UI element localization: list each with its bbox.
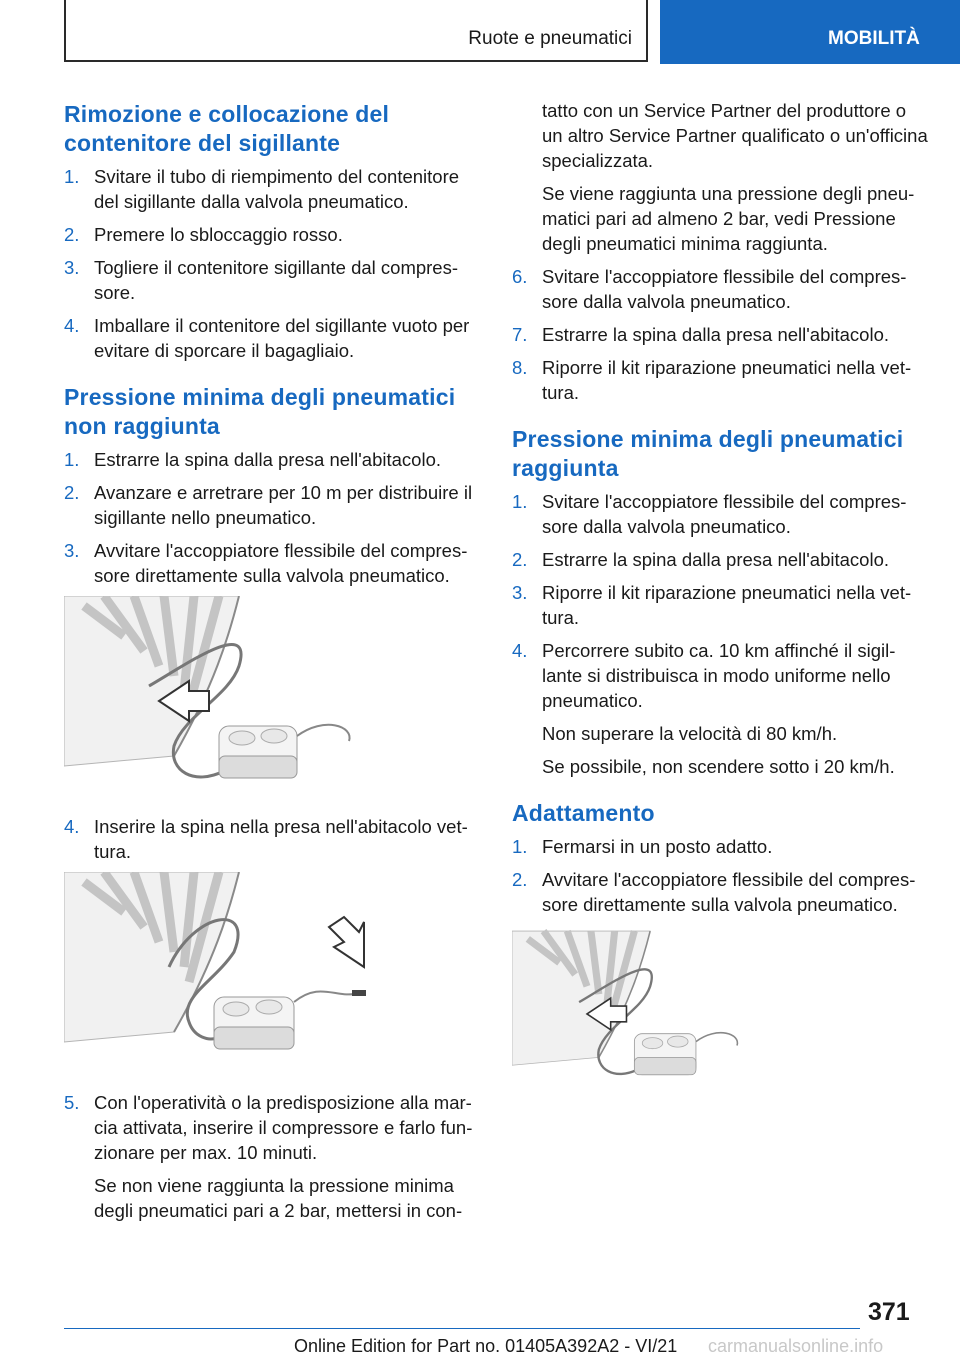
step-text: Imballare il contenitore del sigillante vuoto per evitare di sporcare il bagagliaio. [94, 315, 470, 361]
step-number: 4. [64, 816, 80, 837]
step-number: 8. [512, 357, 528, 378]
step-item [512, 264, 928, 314]
step-number: 3. [512, 582, 528, 603]
step-number: 1. [64, 166, 80, 187]
step-text: Estrarre la spina dalla presa nell'abitacolo. [94, 449, 442, 470]
step-number: 4. [64, 315, 80, 336]
header-chapter-tab: MOBILITÀ [660, 0, 960, 64]
step-number: 2. [512, 869, 528, 890]
step-item [64, 814, 480, 864]
step-list [64, 1090, 480, 1223]
section-title: Adattamento [512, 800, 655, 826]
step-item [64, 222, 480, 247]
step-note: Non superare la velocità di 80 km/h. [542, 723, 838, 744]
step-list [512, 264, 928, 405]
step-list [512, 489, 928, 779]
step-text: Svitare l'accoppiatore flessibile del compressore dalla valvola pneumatico. [542, 266, 907, 312]
step-number: 7. [512, 324, 528, 345]
right-column [512, 100, 928, 1115]
page-number: 371 [868, 1298, 910, 1326]
step-list [64, 814, 480, 864]
footer-divider [64, 1328, 860, 1329]
continued-text: tatto con un Service Partner del produttore o un altro Service Partner qualificato o un'officina specializzata. [542, 100, 928, 171]
step-item [512, 547, 928, 572]
step-number: 3. [64, 540, 80, 561]
step-item [64, 255, 480, 305]
step-number: 6. [512, 266, 528, 287]
step-text: Con l'operatività o la predisposizione alla marcia attivata, inserire il compressore e farlo funzionare per max. 10 minuti. [94, 1092, 473, 1163]
step-list [512, 834, 928, 917]
step-number: 2. [64, 224, 80, 245]
section-title: Pressione minima degli pneumatici raggiunta [512, 426, 904, 481]
wheel-compressor-plug-illustration [64, 872, 444, 1072]
left-column [64, 100, 480, 1243]
step-text: Avanzare e arretrare per 10 m per distribuire il sigillante nello pneumatico. [94, 482, 473, 528]
step-item [64, 480, 480, 530]
section-pressure-not-reached [64, 383, 480, 1223]
step-item [64, 164, 480, 214]
step-item [512, 580, 928, 630]
header-section-title: Ruote e pneumatici [468, 28, 632, 49]
step-text: Togliere il contenitore sigillante dal compressore. [94, 257, 459, 303]
step-item [64, 538, 480, 588]
step-item [64, 313, 480, 363]
step-item [512, 834, 928, 859]
continued-note: Se viene raggiunta una pressione degli pneumatici pari ad almeno 2 bar, vedi Pressione degli pneumatici minima raggiunta. [542, 183, 915, 254]
step-number: 2. [512, 549, 528, 570]
step-item [512, 638, 928, 779]
step-note: Se non viene raggiunta la pressione minima degli pneumatici pari a 2 bar, mettersi in con- [94, 1175, 463, 1221]
step-text: Riporre il kit riparazione pneumatici nella vettura. [542, 582, 912, 628]
step-item [512, 355, 928, 405]
header-section-box [64, 0, 648, 62]
step-text: Inserire la spina nella presa nell'abitacolo vettura. [94, 816, 468, 862]
footer-edition: Online Edition for Part no. 01405A392A2 - VI/21 [294, 1336, 678, 1356]
step-item [64, 1090, 480, 1223]
step-item [64, 447, 480, 472]
step-number: 5. [64, 1092, 80, 1113]
section-title: Pressione minima degli pneumatici non raggiunta [64, 384, 456, 439]
step-text: Riporre il kit riparazione pneumatici nella vettura. [542, 357, 912, 403]
section-title: Rimozione e collocazione del contenitore del sigillante [64, 101, 390, 156]
step-text: Avvitare l'accoppiatore flessibile del compressore direttamente sulla valvola pneumatico. [542, 869, 916, 915]
step-list [64, 164, 480, 363]
step-number: 2. [64, 482, 80, 503]
step-item [512, 867, 928, 917]
step-text: Svitare il tubo di riempimento del contenitore del sigillante dalla valvola pneumatico. [94, 166, 460, 212]
step-list [64, 447, 480, 588]
step-number: 4. [512, 640, 528, 661]
step-text: Percorrere subito ca. 10 km affinché il sigillante si distribuisca in modo uniforme nello pneumatico. [542, 640, 896, 711]
step-text: Fermarsi in un posto adatto. [542, 836, 773, 857]
section-remove-sealant [64, 100, 480, 363]
footer-watermark: carmanualsonline.info [708, 1336, 884, 1356]
step-number: 1. [512, 491, 528, 512]
step-number: 3. [64, 257, 80, 278]
step-number: 1. [512, 836, 528, 857]
wheel-compressor-illustration [64, 596, 444, 796]
step-text: Estrarre la spina dalla presa nell'abitacolo. [542, 549, 890, 570]
step-text: Estrarre la spina dalla presa nell'abitacolo. [542, 324, 890, 345]
step-note: Se possibile, non scendere sotto i 20 km/h. [542, 756, 895, 777]
step-item [512, 489, 928, 539]
section-adaptation [512, 799, 928, 1095]
section-pressure-reached [512, 425, 928, 779]
step-text: Svitare l'accoppiatore flessibile del compressore dalla valvola pneumatico. [542, 491, 907, 537]
step-text: Premere lo sbloccaggio rosso. [94, 224, 343, 245]
step-number: 1. [64, 449, 80, 470]
wheel-compressor-valve-illustration [512, 925, 812, 1095]
step-text: Avvitare l'accoppiatore flessibile del compressore direttamente sulla valvola pneumatico. [94, 540, 468, 586]
step-item [512, 322, 928, 347]
